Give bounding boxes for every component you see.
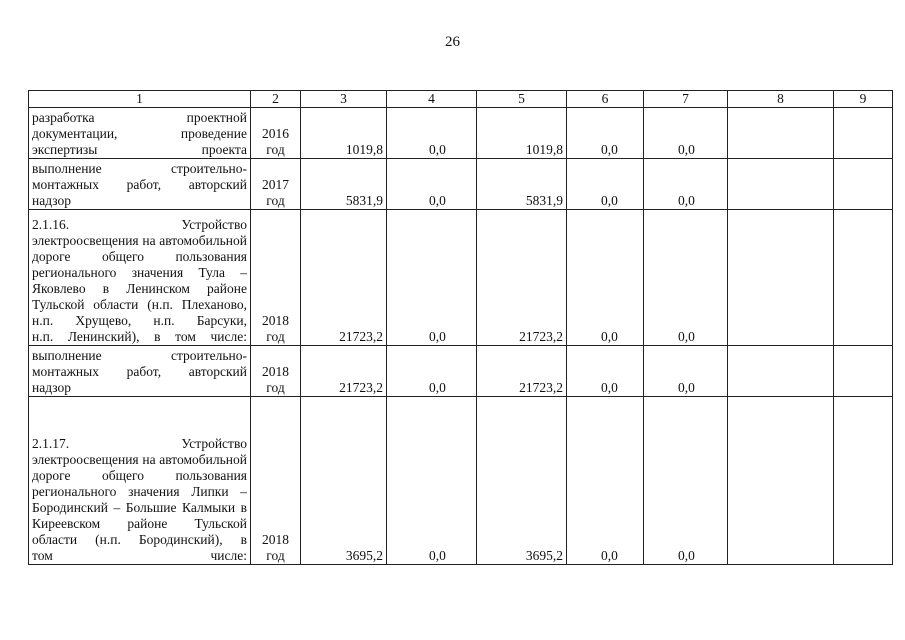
row-description: [29, 159, 251, 210]
column-header-2: 2: [251, 91, 301, 108]
table-row: [29, 346, 893, 397]
cell-col7: 0,0: [644, 397, 728, 565]
year-unit: год: [266, 329, 285, 344]
cell-col3: 21723,2: [301, 346, 387, 397]
column-header-6: 6: [567, 91, 644, 108]
row-description: [29, 346, 251, 397]
cell-col6: 0,0: [567, 346, 644, 397]
cell-col8: [728, 159, 834, 210]
column-header-1: 1: [29, 91, 251, 108]
year-value: 2018: [262, 532, 289, 547]
cell-col7: 0,0: [644, 210, 728, 346]
cell-col9: [834, 397, 893, 565]
cell-col8: [728, 346, 834, 397]
cell-col7: 0,0: [644, 108, 728, 159]
cell-col4: 0,0: [387, 346, 477, 397]
table-row: [29, 397, 893, 565]
description-text-end: надзор: [32, 193, 72, 208]
row-year: [251, 346, 301, 397]
cell-col6: 0,0: [567, 397, 644, 565]
cell-col5: 21723,2: [477, 346, 567, 397]
header-row: [29, 91, 893, 108]
cell-col3: 21723,2: [301, 210, 387, 346]
cell-col4: 0,0: [387, 108, 477, 159]
cell-col3: 5831,9: [301, 159, 387, 210]
description-text: 2.1.16. Устройство электроосвещения на автомобильной дороге общего пользования регионального значения Тула – Яковлево в Ленинском районе Тульской области (н.п. Плеханово, н.п. Хрущево, н.п. Барсуки,: [32, 217, 247, 328]
cell-col5: 5831,9: [477, 159, 567, 210]
description-text-end: том числе:: [32, 548, 247, 563]
cell-col6: 0,0: [567, 108, 644, 159]
year-unit: год: [266, 380, 285, 395]
cell-col9: [834, 159, 893, 210]
year-value: 2016: [262, 126, 289, 141]
cell-col6: 0,0: [567, 210, 644, 346]
cell-col3: 3695,2: [301, 397, 387, 565]
year-value: 2017: [262, 177, 289, 192]
row-year: [251, 397, 301, 565]
row-year: [251, 108, 301, 159]
cell-col5: 3695,2: [477, 397, 567, 565]
cell-col9: [834, 108, 893, 159]
description-text-end: надзор: [32, 380, 72, 395]
year-value: 2018: [262, 313, 289, 328]
cell-col6: 0,0: [567, 159, 644, 210]
cell-col8: [728, 108, 834, 159]
cell-col5: 21723,2: [477, 210, 567, 346]
cell-col8: [728, 397, 834, 565]
row-description: [29, 210, 251, 346]
description-text: разработка проектной документации, проведение: [32, 110, 247, 141]
year-unit: год: [266, 193, 285, 208]
description-text-end: н.п. Ленинский), в том числе:: [32, 329, 247, 344]
table-row: [29, 210, 893, 346]
cell-col4: 0,0: [387, 210, 477, 346]
cell-col3: 1019,8: [301, 108, 387, 159]
column-header-8: 8: [728, 91, 834, 108]
column-header-7: 7: [644, 91, 728, 108]
table-row: [29, 108, 893, 159]
cell-col7: 0,0: [644, 159, 728, 210]
cell-col9: [834, 346, 893, 397]
year-unit: год: [266, 142, 285, 157]
row-description: [29, 397, 251, 565]
cell-col7: 0,0: [644, 346, 728, 397]
description-text: 2.1.17. Устройство электроосвещения на автомобильной дороге общего пользования регионального значения Липки – Бородинский – Большие Калмыки в Киреевском районе Тульской области (н.п. Бородинский), в: [32, 436, 247, 547]
row-description: [29, 108, 251, 159]
description-text: выполнение строительно-монтажных работ, авторский: [32, 161, 247, 192]
column-header-4: 4: [387, 91, 477, 108]
description-text-end: экспертизы проекта: [32, 142, 247, 157]
budget-table: [28, 90, 893, 565]
year-unit: год: [266, 548, 285, 563]
row-year: [251, 159, 301, 210]
column-header-9: 9: [834, 91, 893, 108]
description-text: выполнение строительно-монтажных работ, авторский: [32, 348, 247, 379]
table-row: [29, 159, 893, 210]
cell-col5: 1019,8: [477, 108, 567, 159]
cell-col4: 0,0: [387, 397, 477, 565]
year-value: 2018: [262, 364, 289, 379]
row-year: [251, 210, 301, 346]
column-header-3: 3: [301, 91, 387, 108]
cell-col4: 0,0: [387, 159, 477, 210]
column-header-5: 5: [477, 91, 567, 108]
cell-col9: [834, 210, 893, 346]
cell-col8: [728, 210, 834, 346]
page-number: 26: [445, 34, 460, 50]
